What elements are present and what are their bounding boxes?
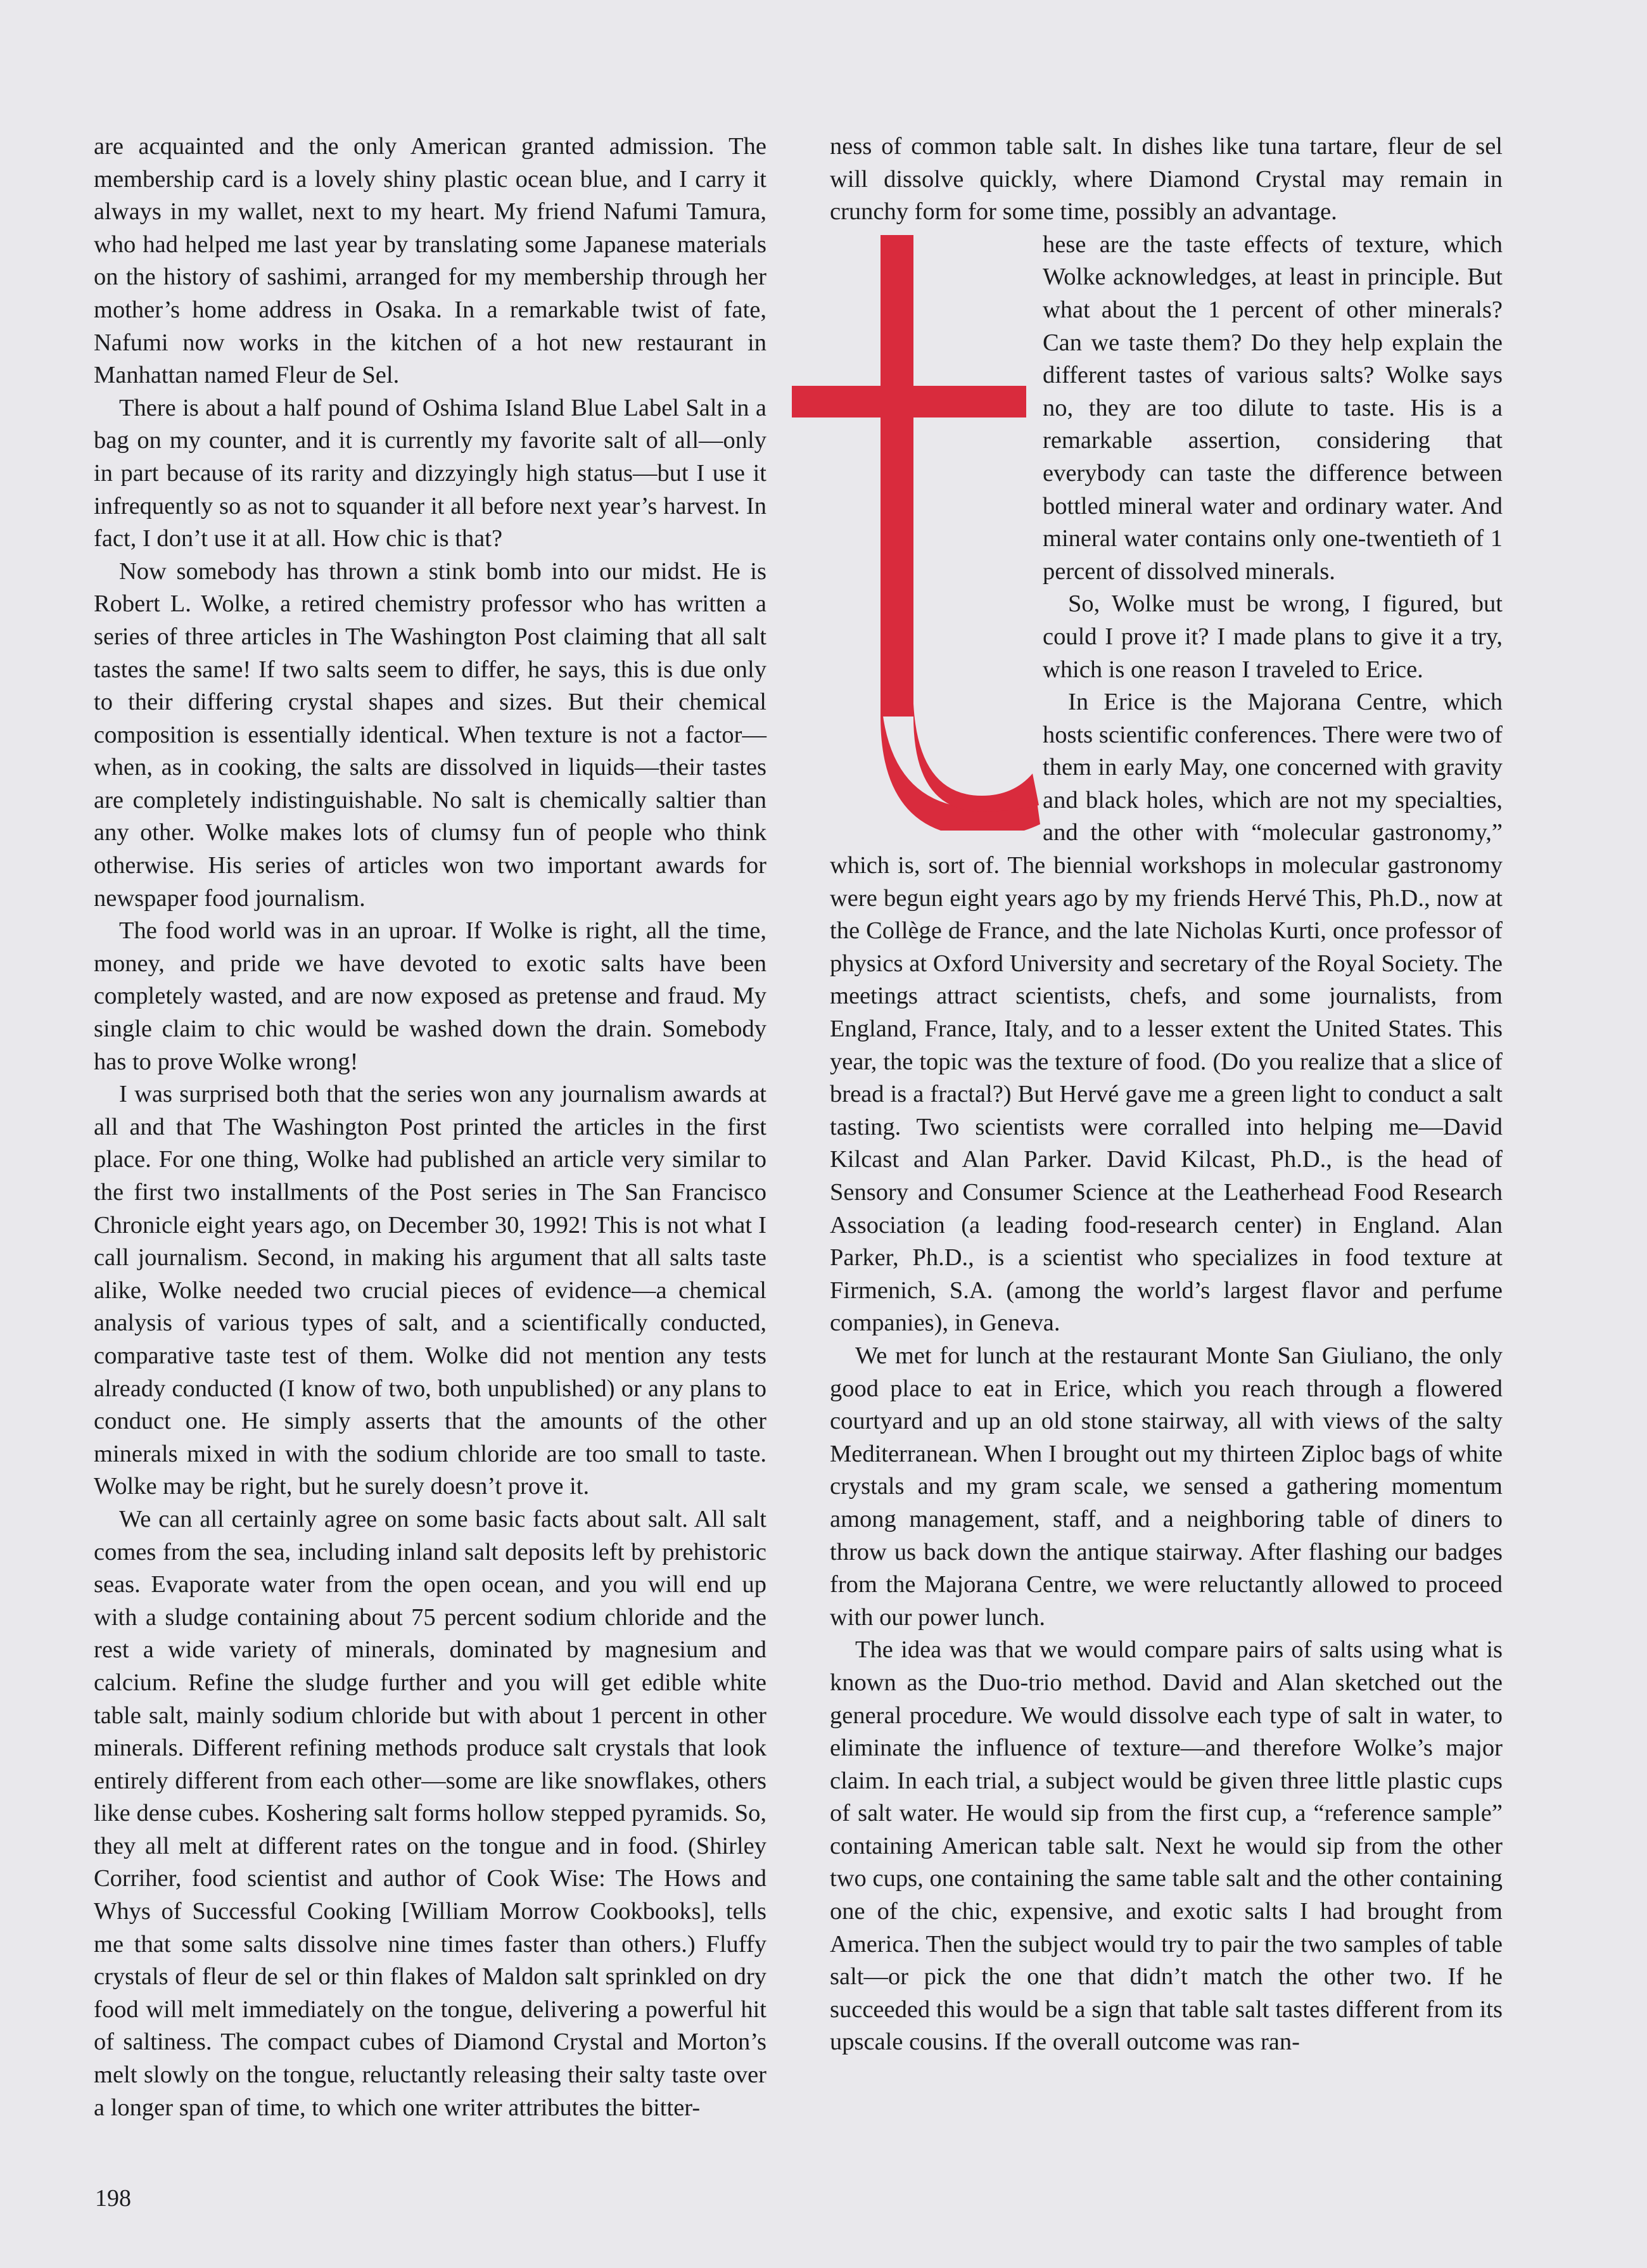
paragraph: Now somebody has thrown a stink bomb into our midst. He is Robert L. Wolke, a retired chemistry professor who has written a series of three articles in The Washington Post claiming that all salt tastes the same! If two salts seem to differ, he says, this is due only to their differing crystal shapes and sizes. But their chemical composition is essentially identical. When texture is not a factor—when, as in cooking, the salts are dissolved in liquids—their tastes are completely indistinguishable. No salt is chemically saltier than any other. Wolke makes lots of clumsy fun of people who think otherwise. His series of articles won two important awards for newspaper food journalism.: [94, 557, 766, 912]
dropcap-paragraph: hese are the taste effects of texture, which Wolke acknowledges, at least in principle. But what about the 1 percent of other minerals? Can we taste them? Do they help explain the different tastes of various salts? Wolke says no, they are too dilute to taste. His is a remarkable assertion, considering that everybody can taste the difference between bottled mineral water and ordinary water. And mineral water contains only one-twentieth of 1 percent of dissolved minerals.: [1043, 231, 1503, 585]
dropcap-stem: [881, 235, 913, 717]
paragraph: There is about a half pound of Oshima Island Blue Label Salt in a bag on my counter, and it is currently my favorite salt of all—only in part because of its rarity and dizzyingly high status—but I use it infrequently so as not to squander it all before next year’s harvest. In fact, I don’t use it at all. How chic is that?: [94, 394, 766, 552]
paragraph: We can all certainly agree on some basic facts about salt. All salt comes from the sea, including inland salt deposits left by prehistoric seas. Evaporate water from the open ocean, and you will end up with a sludge containing about 75 percent sodium chloride and the rest a wide variety of minerals, dominated by magnesium and calcium. Refine the sludge further and you will get edible white table salt, mainly sodium chloride but with about 1 percent in other minerals. Different refining methods produce salt crystals that look entirely different from each other—some are like snowflakes, others like dense cubes. Koshering salt forms hollow stepped pyramids. So, they all melt at different rates on the tongue and in food. (Shirley Corriher, food scientist and author of Cook Wise: The Hows and Whys of Successful Cooking [William Morrow Cookbooks], tells me that some salts dissolve nine times faster than others.) Fluffy crystals of fleur de sel or thin flakes of Maldon salt sprinkled on dry food will melt immediately on the tongue, delivering a powerful hit of saltiness. The compact cubes of Diamond Crystal and Morton’s melt slowly on the tongue, reluctantly releasing their salty taste over a longer span of time, to which one writer attributes the bitter-: [94, 1505, 766, 2121]
left-column: [94, 131, 766, 2124]
paragraph: I was surprised both that the series won any journalism awards at all and that The Washington Post printed the articles in the first place. For one thing, Wolke had published an article very similar to the first two installments of the Post series in The San Francisco Chronicle eight years ago, on December 30, 1992! This is not what I call journalism. Second, in making his argument that all salts taste alike, Wolke needed two crucial pieces of evidence—a chemical analysis of various types of salt, and a scientifically conducted, comparative taste test of them. Wolke did not mention any tests already conducted (I know of two, both unpublished) or any plans to conduct one. He simply asserts that the amounts of the other minerals mixed in with the sodium chloride are too small to taste. Wolke may be right, but he surely doesn’t prove it.: [94, 1081, 766, 1500]
paragraph: We met for lunch at the restaurant Monte San Giuliano, the only good place to eat in Erice, which you reach through a flowered courtyard and up an old stone stairway, all with views of the salty Mediterranean. When I brought out my thirteen Ziploc bags of white crystals and my gram scale, we sensed a gathering momentum among management, staff, and a neighboring table of diners to throw us back down the antique stairway. After flashing our badges from the Majorana Centre, we were reluctantly allowed to proceed with our power lunch.: [830, 1342, 1503, 1631]
dropcap-section: [830, 229, 1503, 1340]
paragraph: In Erice is the Majorana Centre, which hosts scientific conferences. There were two of them in early May, one concerned with gravity and black holes, which are not my specialties, and the other with “molecular gastronomy,” which is, sort of. The biennial workshops in molecular gastronomy were begun eight years ago by my friends Hervé This, Ph.D., now at the Collège de France, and the late Nicholas Kurti, once professor of physics at Oxford University and secretary of the Royal Society. The meetings attract scientists, chefs, and some journalists, from England, France, Italy, and to a lesser extent the United States. This year, the topic was the texture of food. (Do you realize that a slice of bread is a fractal?) But Hervé gave me a green light to conduct a salt tasting. Two scientists were corralled into helping me—David Kilcast and Alan Parker. David Kilcast, Ph.D., is the head of Sensory and Consumer Science at the Leatherhead Food Research Association (a leading food-research center) in England. Alan Parker, Ph.D., is a scientist who specializes in food texture at Firmenich, S.A. (among the world’s largest flavor and perfume companies), in Geneva.: [830, 689, 1503, 1337]
dropcap-letter-t: [792, 235, 1043, 831]
dropcap-crossbar: [792, 386, 1026, 417]
paragraph: The idea was that we would compare pairs of salts using what is known as the Duo-trio method. David and Alan sketched out the general procedure. We would dissolve each type of salt in water, to eliminate the influence of texture—and therefore Wolke’s major claim. In each trial, a subject would be given three little plastic cups of salt water. He would sip from the first cup, a “reference sample” containing American table salt. Next he would sip from the other two cups, one containing the same table salt and the other containing one of the chic, expensive, and exotic salts I had brought from America. Then the subject would try to pair the two samples of table salt—or pick the one that didn’t match the other two. If he succeeded this would be a sign that table salt tastes different from its upscale cousins. If the overall outcome was ran-: [830, 1636, 1503, 2056]
page-number: 198: [95, 2185, 131, 2212]
dropcap-hook-inner: [913, 704, 1039, 812]
paragraph: So, Wolke must be wrong, I figured, but could I prove it? I made plans to give it a try, which is one reason I traveled to Erice.: [1043, 590, 1503, 683]
right-column: [830, 131, 1503, 2059]
paragraph: ness of common table salt. In dishes like tuna tartare, fleur de sel will dissolve quickly, where Diamond Crystal may remain in crunchy form for some time, possibly an advantage.: [830, 133, 1503, 226]
paragraph: are acquainted and the only American granted admission. The membership card is a lovely shiny plastic ocean blue, and I carry it always in my wallet, next to my heart. My friend Nafumi Tamura, who had helped me last year by translating some Japanese materials on the history of sashimi, arranged for my membership through her mother’s home address in Osaka. In a remarkable twist of fate, Nafumi now works in the kitchen of a hot new restaurant in Manhattan named Fleur de Sel.: [94, 133, 766, 389]
paragraph: The food world was in an uproar. If Wolke is right, all the time, money, and pride we have devoted to exotic salts have been completely wasted, and are now exposed as pretense and fraud. My single claim to chic would be washed down the drain. Somebody has to prove Wolke wrong!: [94, 917, 766, 1075]
